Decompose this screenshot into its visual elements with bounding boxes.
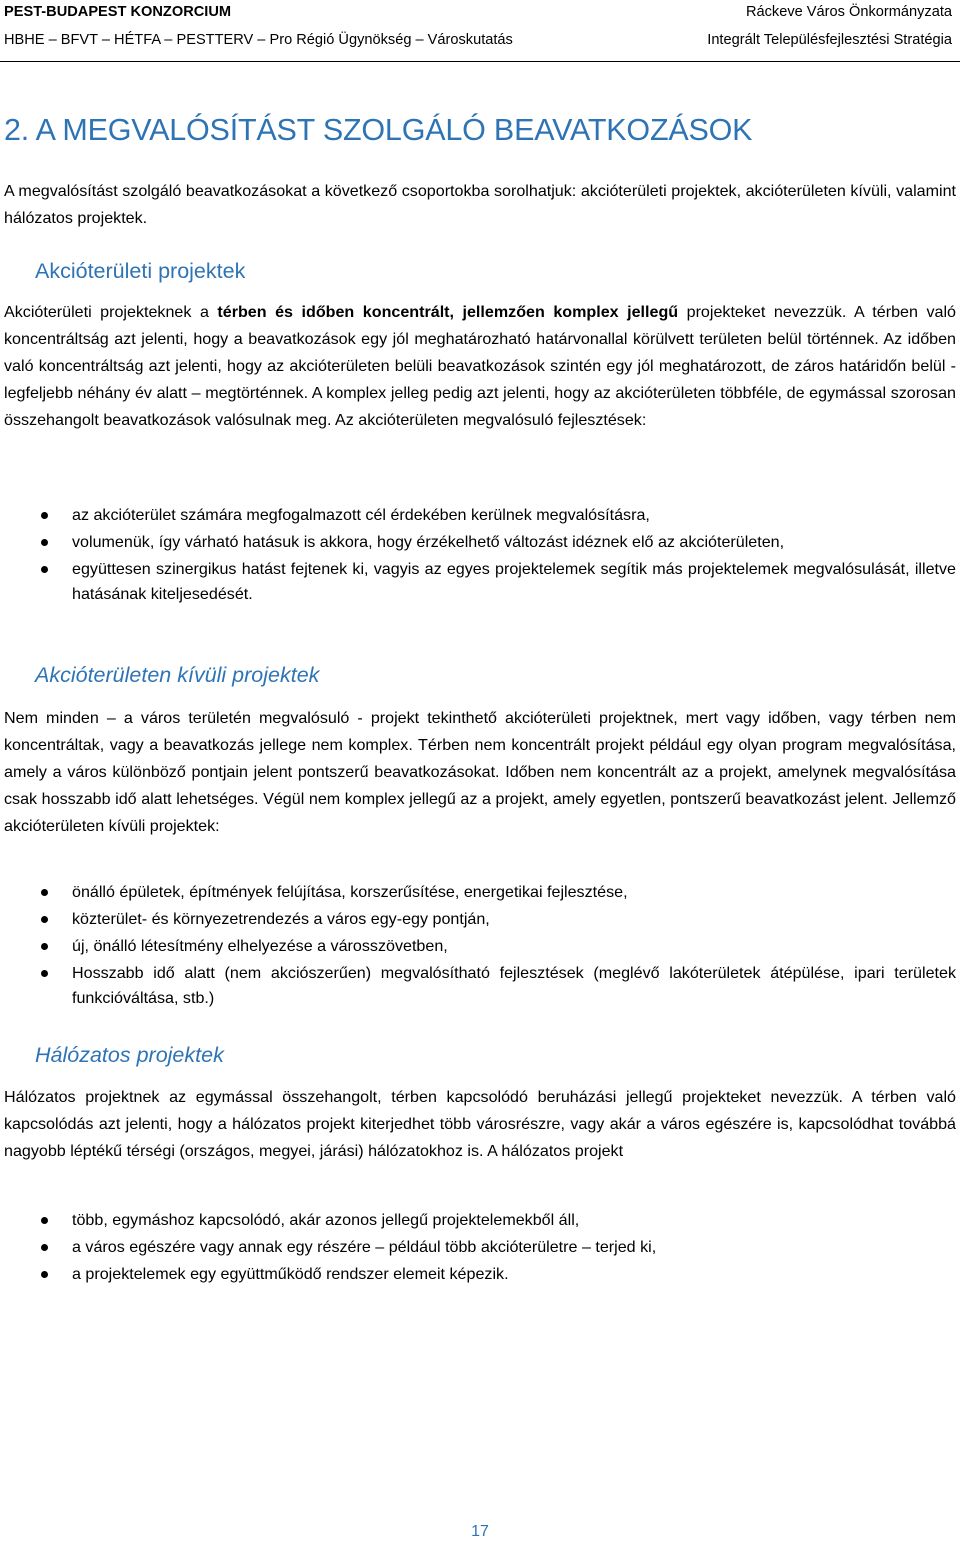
consortium-name: PEST-BUDAPEST KONZORCIUM — [4, 4, 232, 20]
list-item: több, egymáshoz kapcsolódó, akár azonos jellegű projektelemekből áll, — [4, 1208, 956, 1233]
list-item: a város egészére vagy annak egy részére – például több akcióterületre – terjed ki, — [4, 1235, 956, 1260]
network-list — [4, 1208, 956, 1289]
section-title-action-area: Akcióterületi projektek — [35, 259, 246, 283]
network-paragraph: Hálózatos projektnek az egymással összehangolt, térben kapcsolódó beruházási jellegű projekteket nevezzük. A térben való kapcsolódás azt jelenti, hogy a hálózatos projekt kiterjedhet több városrészre, vagy akár a város egészére is, kapcsolódhat továbbá nagyobb léptékű térségi (országos, megyei, járási) hálózatokhoz is. A hálózatos projekt — [4, 1088, 956, 1160]
list-item: a projektelemek egy együttműködő rendszer elemeit képezik. — [4, 1262, 956, 1287]
intro-paragraph: A megvalósítást szolgáló beavatkozásokat a következő csoportokba sorolhatjuk: akcióterületi projektek, akcióterületen kívüli, valamint hálózatos projektek. — [4, 182, 956, 227]
list-item: közterület- és környezetrendezés a város egy-egy pontján, — [4, 907, 956, 932]
action-area-list — [4, 503, 956, 609]
page-header — [0, 0, 960, 62]
action-area-paragraph: Akcióterületi projekteknek a térben és időben koncentrált, jellemzően komplex jellegű projekteket nevezzük. A térben való koncentráltság azt jelenti, hogy a beavatkozások egy jól meghatározható határvonallal körülvett területen belül történnek. Az időben való koncentráltság azt jelenti, hogy az akcióterületen belüli beavatkozások szintén egy jól meghatározott, de záros határidőn belül - legfeljebb néhány év alatt – megtörténnek. A komplex jelleg pedig azt jelenti, hogy az akcióterületen többféle, de egymással szorosan összehangolt beavatkozások valósulnak meg. Az akcióterületen megvalósuló fejlesztések: — [4, 303, 956, 429]
outside-area-paragraph: Nem minden – a város területén megvalósuló - projekt tekinthető akcióterületi projektnek, mert vagy időben, vagy térben nem koncentráltak, vagy a beavatkozás jellege nem komplex. Térben nem koncentrált projekt például egy olyan program megvalósítása, amely a város különböző pontjain jelent pontszerű beavatkozásokat. Időben nem koncentrált az a projekt, amelynek megvalósítása csak hosszabb idő alatt lehetséges. Végül nem komplex jellegű az a projekt, amely egyetlen, pontszerű beavatkozást jelent. Jellemző akcióterületen kívüli projektek: — [4, 709, 956, 835]
header-divider — [0, 61, 960, 62]
emphasis-text: térben és időben koncentrált, jellemzően komplex jellegű — [217, 303, 679, 321]
outside-area-list — [4, 880, 956, 1013]
section-title-outside-area: Akcióterületen kívüli projektek — [35, 663, 320, 687]
list-item: volumenük, így várható hatásuk is akkora, hogy érzékelhető változást idéznek elő az akcióterületen, — [4, 530, 956, 555]
page-number: 17 — [471, 1523, 489, 1540]
municipality-name: Ráckeve Város Önkormányzata — [745, 4, 952, 20]
list-item: új, önálló létesítmény elhelyezése a városszövetben, — [4, 934, 956, 959]
list-item: önálló épületek, építmények felújítása, korszerűsítése, energetikai fejlesztése, — [4, 880, 956, 905]
section-title-network: Hálózatos projektek — [35, 1043, 224, 1067]
list-item: Hosszabb idő alatt (nem akciószerűen) megvalósítható fejlesztések (meglévő lakóterületek átépülése, ipari területek funkcióváltása, stb.) — [4, 961, 956, 1011]
header-line-2 — [4, 31, 952, 49]
list-item: az akcióterület számára megfogalmazott cél érdekében kerülnek megvalósításra, — [4, 503, 956, 528]
header-line-1 — [4, 3, 952, 21]
chapter-title: 2. A MEGVALÓSÍTÁST SZOLGÁLÓ BEAVATKOZÁSOK — [4, 113, 753, 147]
consortium-members: HBHE – BFVT – HÉTFA – PESTTERV – Pro Régió Ügynökség – Városkutatás — [4, 32, 513, 48]
document-title: Integrált Településfejlesztési Stratégia — [707, 32, 952, 48]
list-item: együttesen szinergikus hatást fejtenek ki, vagyis az egyes projektelemek segítik más projektelemek megvalósulását, illetve hatásának kiteljesedését. — [4, 557, 956, 607]
